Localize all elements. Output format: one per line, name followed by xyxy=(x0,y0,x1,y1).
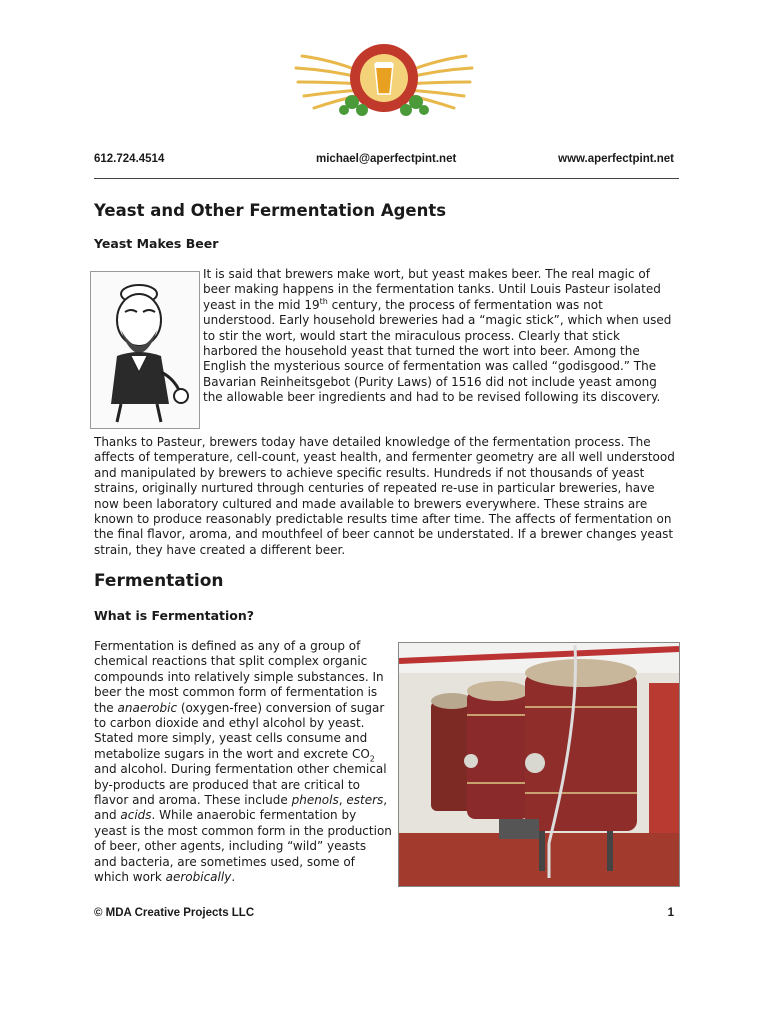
header-divider xyxy=(94,178,679,179)
section-heading-fermentation: Fermentation xyxy=(94,571,224,591)
paragraph-fermentation-definition: Fermentation is defined as any of a group of chemical reactions that split complex organic compounds into relatively simple substances. In beer the most common form of fermentation is the anaerobic (oxygen-free) conversion of sugar to carbon dioxide and ethyl alcohol by yeast. Stated more simply, yeast cells consume and metabolize sugars in the wort and excrete $CO_2$ and alcohol. During fermentation other chemical by-products are produced that are critical to flavor and aroma. These include phenols, esters, and acids. While anaerobic fermentation by yeast is the most common form in the production of beer, other agents, including “wild” yeasts and bacteria, are sometimes used, some of which work aerobically. xyxy=(94,639,392,885)
copyright-text: © MDA Creative Projects LLC xyxy=(94,907,255,919)
contact-bar xyxy=(94,153,674,171)
email-address[interactable]: michael@aperfectpint.net xyxy=(316,153,457,165)
tank-left xyxy=(431,693,473,811)
pint-glass-icon xyxy=(375,64,393,94)
website-link[interactable]: www.aperfectpint.net xyxy=(558,153,674,165)
tank-middle xyxy=(464,681,529,819)
a-perfect-pint-logo xyxy=(292,38,476,120)
subheading-yeast-makes-beer: Yeast Makes Beer xyxy=(94,236,219,251)
fermentation-tanks-photo xyxy=(398,642,680,887)
page-number: 1 xyxy=(667,907,674,919)
pasteur-caricature-image xyxy=(90,271,200,429)
subheading-what-is-fermentation: What is Fermentation? xyxy=(94,608,255,623)
tank-right xyxy=(525,659,637,831)
page-footer xyxy=(94,907,674,923)
paragraph-pasteur-knowledge: Thanks to Pasteur, brewers today have detailed knowledge of the fermentation process. The affects of temperature, cell-count, yeast health, and fermenter geometry are all well understood and manipulated by brewers to achieve specific results. Hundreds if not thousands of yeast strains, originally nurtured through centuries of repeated re-use in particular breweries, have now been laboratory cultured and made available to brewers everywhere. These strains are known to produce reasonably predictable results time after time. The affects of fermentation on the final flavor, aroma, and mouthfeel of beer cannot be understated. If a brewer changes yeast strain, they have created a different beer. xyxy=(94,435,675,557)
page-title: Yeast and Other Fermentation Agents xyxy=(94,201,447,220)
paragraph-yeast-intro: It is said that brewers make wort, but yeast makes beer. The real magic of beer making happens in the fermentation tanks. Until Louis Pasteur isolated yeast in the mid 19th century, the process of fermentation was not understood. Early household breweries had a “magic stick”, which when used to stir the wort, would start the miraculous process. Clearly that stick harbored the household yeast that turned the wort into beer. Among the English the mysterious source of fermentation was called “godisgood.” The Bavarian Reinheitsgebot (Purity Laws) of 1516 did not include yeast among the allowable beer ingredients and had to be revised following its discovery. xyxy=(203,267,672,405)
phone-number: 612.724.4514 xyxy=(94,153,165,165)
